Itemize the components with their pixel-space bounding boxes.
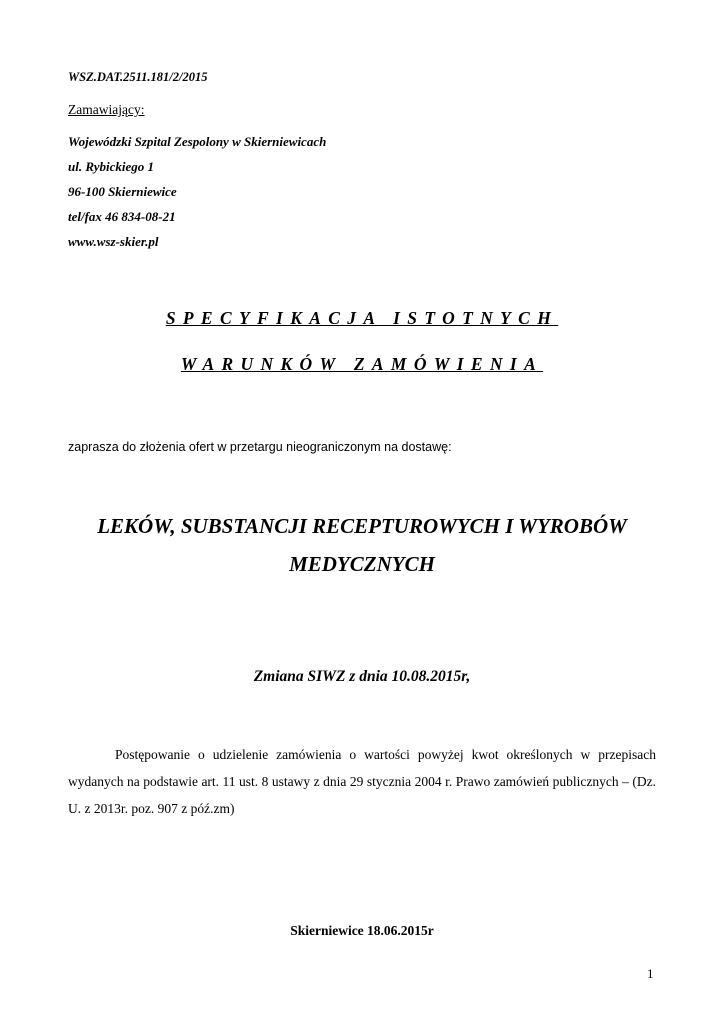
page-number: 1 xyxy=(647,966,654,981)
document-title-line-1: SPECYFIKACJA ISTOTNYCH xyxy=(165,308,559,328)
ordering-party-name: Wojewódzki Szpital Zespolony w Skierniewicach xyxy=(68,134,327,149)
place-and-date: Skierniewice 18.06.2015r xyxy=(290,923,434,938)
ordering-party-street: ul. Rybickiego 1 xyxy=(68,159,155,174)
document-title-line-2: WARUNKÓW ZAMÓWIENIA xyxy=(180,354,544,374)
invitation-text: zaprasza do złożenia ofert w przetargu nieograniczonym na dostawę: xyxy=(68,440,452,454)
ordering-party-website: www.wsz-skier.pl xyxy=(68,234,159,249)
tender-subject-line-1: LEKÓW, SUBSTANCJI RECEPTUROWYCH I WYROBÓW xyxy=(97,514,627,538)
change-note: Zmiana SIWZ z dnia 10.08.2015r, xyxy=(253,668,471,685)
ordering-party-city: 96-100 Skierniewice xyxy=(68,184,177,199)
document-reference-number: WSZ.DAT.2511.181/2/2015 xyxy=(68,70,208,84)
ordering-party-label: Zamawiający: xyxy=(68,102,145,117)
tender-subject-line-2: MEDYCZNYCH xyxy=(289,552,435,576)
ordering-party-phone: tel/fax 46 834-08-21 xyxy=(68,209,176,224)
procedure-paragraph: Postępowanie o udzielenie zamówienia o wartości powyżej kwot określonych w przepisach wydanych na podstawie art. 11 ust. 8 ustawy z dnia 29 stycznia 2004 r. Prawo zamówień publicznych – (Dz. U. z 2013r. poz. 907 z póź.zm) xyxy=(68,747,656,816)
